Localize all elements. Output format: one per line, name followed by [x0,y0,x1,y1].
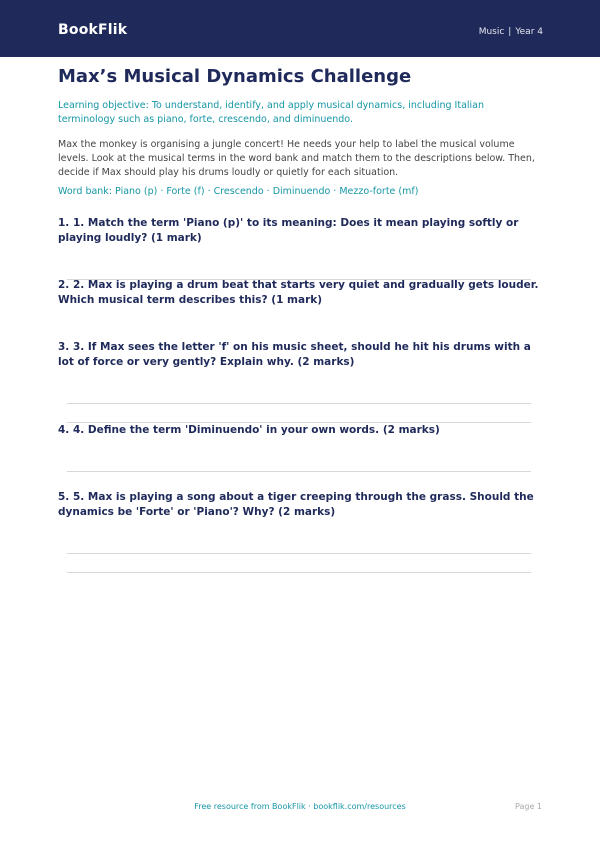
question-number: 4. [58,424,70,436]
word-bank-item: Piano (p) [115,186,158,197]
brand-logo-text: BookFlik [58,22,128,38]
word-bank [58,185,542,198]
word-bank-separator: · [333,186,337,197]
subject-label: Music [478,27,505,37]
question-5 [58,490,542,520]
question-number: 3. [58,341,70,353]
meta-separator: | [508,27,512,37]
intro-paragraph: Max the monkey is organising a jungle concert! He needs your help to label the musical volume levels. Look at the musical terms in the word bank and match them to the descriptions below. Then, decide if Max should play his drums loudly or quietly for each situation. [58,139,535,178]
question-3 [58,340,542,370]
learning-objective: Learning objective: To understand, identify, and apply musical dynamics, including Italian terminology such as piano, forte, crescendo, and diminuendo. [58,100,485,125]
question-4 [58,423,542,438]
header-meta [479,27,543,37]
page-header [0,0,600,57]
answer-line[interactable] [67,403,531,404]
question-text: 1. Match the term 'Piano (p)' to its meaning: Does it mean playing softly or playing loudly? (1 mark) [58,217,519,244]
answer-line[interactable] [67,572,531,573]
page-number: Page 1 [515,802,542,811]
question-text: 3. If Max sees the letter 'f' on his music sheet, should he hit his drums with a lot of force or very gently? Explain why. (2 marks) [58,341,531,368]
footer-text: Free resource from BookFlik · bookflik.com/resources [194,802,406,811]
word-bank-item: Crescendo [213,186,264,197]
question-number: 5. [58,491,70,503]
question-text: 2. Max is playing a drum beat that starts very quiet and gradually gets louder. Which musical term describes this? (1 mark) [58,279,539,306]
word-bank-separator: · [207,186,211,197]
year-label: Year 4 [515,27,543,37]
word-bank-label: Word bank: [58,186,113,197]
page-footer [0,802,600,816]
word-bank-item: Forte (f) [166,186,205,197]
word-bank-item: Mezzo-forte (mf) [339,186,419,197]
question-number: 1. [58,217,70,229]
question-number: 2. [58,279,70,291]
word-bank-separator: · [160,186,164,197]
answer-line[interactable] [67,553,531,554]
question-text: 5. Max is playing a song about a tiger creeping through the grass. Should the dynamics be 'Forte' or 'Piano'? Why? (2 marks) [58,491,534,518]
word-bank-separator: · [266,186,270,197]
answer-line[interactable] [67,471,531,472]
word-bank-item: Diminuendo [272,186,331,197]
question-text: 4. Define the term 'Diminuendo' in your own words. (2 marks) [72,424,440,436]
question-2 [58,278,542,308]
page-title: Max’s Musical Dynamics Challenge [58,66,412,87]
question-1 [58,216,542,246]
